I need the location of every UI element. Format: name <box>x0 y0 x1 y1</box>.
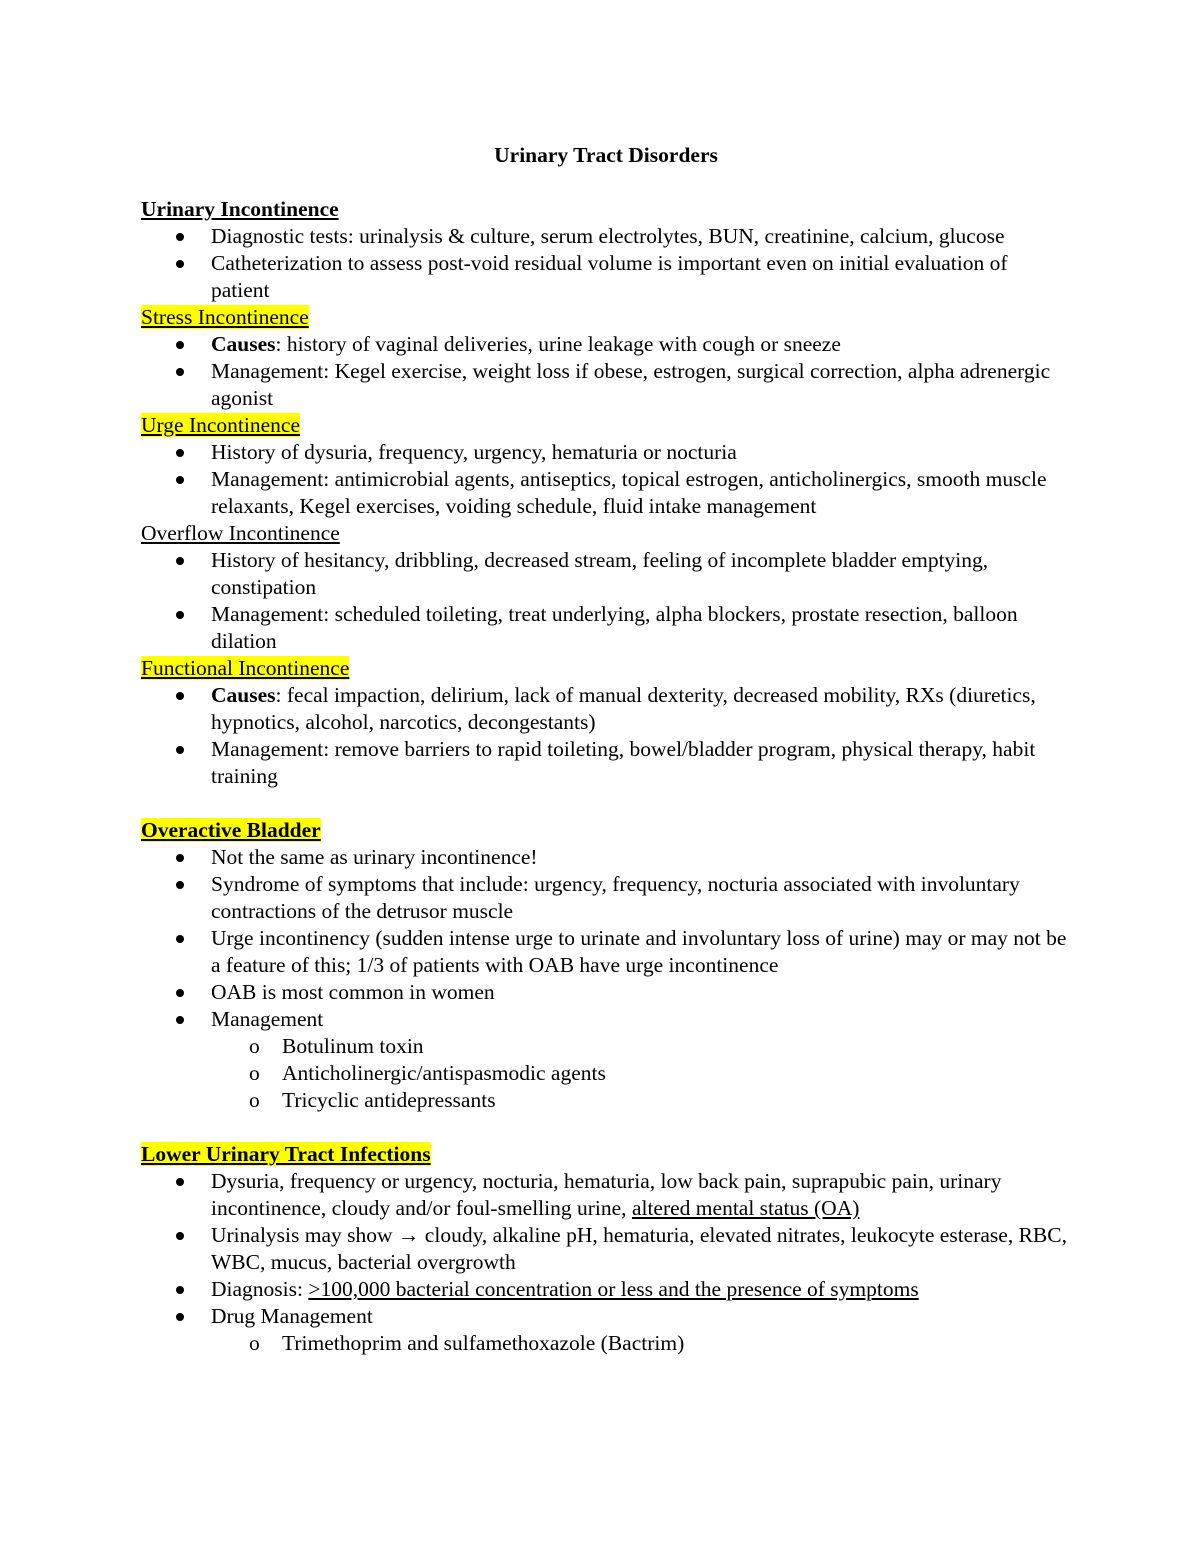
list-item <box>141 1222 1071 1276</box>
heading-stress-incontinence <box>141 304 1071 331</box>
causes-text: : history of vaginal deliveries, urine leakage with cough or sneeze <box>275 332 841 356</box>
list-item: Syndrome of symptoms that include: urgency, frequency, nocturia associated with involuntary contractions of the detrusor muscle <box>141 871 1071 925</box>
section-lower-uti <box>141 1141 1071 1357</box>
list-item: History of dysuria, frequency, urgency, hematuria or nocturia <box>141 439 1071 466</box>
sub-list <box>141 1330 1071 1357</box>
heading-overactive-bladder <box>141 817 1071 844</box>
list-item <box>141 1276 1071 1303</box>
list-item: History of hesitancy, dribbling, decreased stream, feeling of incomplete bladder emptying, constipation <box>141 547 1071 601</box>
causes-text: : fecal impaction, delirium, lack of manual dexterity, decreased mobility, RXs (diuretics, hypnotics, alcohol, narcotics, decongestants) <box>211 683 1036 734</box>
list-item <box>141 1168 1071 1222</box>
heading-lower-uti <box>141 1141 1071 1168</box>
list-item: Not the same as urinary incontinence! <box>141 844 1071 871</box>
causes-label: Causes <box>211 683 276 707</box>
underlined-text: altered mental status (OA) <box>631 1196 860 1220</box>
bullet-list <box>141 223 1071 304</box>
bullet-list <box>141 547 1071 655</box>
bullet-list <box>141 1168 1071 1330</box>
spacer <box>141 790 1071 817</box>
heading-overflow-incontinence: Overflow Incontinence <box>141 521 340 545</box>
sub-list <box>141 1033 1071 1114</box>
bullet-list <box>141 682 1071 790</box>
item-text: Dysuria, frequency or urgency, nocturia, hematuria, low back pain, suprapubic pain, urinary incontinence, cloudy and/or foul-smelling urine, <box>211 1169 1002 1220</box>
sub-list-item: o Tricyclic antidepressants <box>141 1087 1071 1114</box>
sub-list-item: o Anticholinergic/antispasmodic agents <box>141 1060 1071 1087</box>
highlight: Lower Urinary Tract Infections <box>141 1142 431 1166</box>
bullet-list <box>141 439 1071 520</box>
item-text: cloudy, alkaline pH, hematuria, elevated nitrates, leukocyte esterase, RBC, WBC, mucus, bacterial overgrowth <box>211 1223 1067 1274</box>
highlight: Stress Incontinence <box>141 305 309 329</box>
heading-urinary-incontinence: Urinary Incontinence <box>141 197 339 221</box>
list-item: Management: scheduled toileting, treat underlying, alpha blockers, prostate resection, balloon dilation <box>141 601 1071 655</box>
sub-list-item: o Trimethoprim and sulfamethoxazole (Bactrim) <box>141 1330 1071 1357</box>
sub-list-item: o Botulinum toxin <box>141 1033 1071 1060</box>
bullet-list <box>141 331 1071 412</box>
section-functional-incontinence <box>141 655 1071 790</box>
spacer <box>141 1114 1071 1141</box>
list-item <box>141 331 1071 358</box>
list-item: Catheterization to assess post-void residual volume is important even on initial evaluation of patient <box>141 250 1071 304</box>
highlight: Functional Incontinence <box>141 656 350 680</box>
highlight: Overactive Bladder <box>141 818 321 842</box>
heading-functional-incontinence <box>141 655 1071 682</box>
arrow-right-icon: → <box>397 1223 420 1247</box>
list-item: Management: Kegel exercise, weight loss if obese, estrogen, surgical correction, alpha adrenergic agonist <box>141 358 1071 412</box>
list-item: OAB is most common in women <box>141 979 1071 1006</box>
list-item: Drug Management <box>141 1303 1071 1330</box>
list-item: Diagnostic tests: urinalysis & culture, serum electrolytes, BUN, creatinine, calcium, glucose <box>141 223 1071 250</box>
list-item: Urge incontinency (sudden intense urge to urinate and involuntary loss of urine) may or may not be a feature of this; 1/3 of patients with OAB have urge incontinence <box>141 925 1071 979</box>
list-item <box>141 682 1071 736</box>
item-label: Diagnosis: <box>211 1277 309 1301</box>
section-overflow-incontinence <box>141 520 1071 655</box>
list-item: Management: remove barriers to rapid toileting, bowel/bladder program, physical therapy, habit training <box>141 736 1071 790</box>
section-overactive-bladder <box>141 817 1071 1114</box>
underlined-text: >100,000 bacterial concentration or less and the presence of symptoms <box>308 1277 919 1301</box>
section-urge-incontinence <box>141 412 1071 520</box>
document-page <box>141 140 1071 1357</box>
section-stress-incontinence <box>141 304 1071 412</box>
causes-label: Causes <box>211 332 276 356</box>
heading-urge-incontinence <box>141 412 1071 439</box>
list-item: Management: antimicrobial agents, antiseptics, topical estrogen, anticholinergics, smooth muscle relaxants, Kegel exercises, voiding schedule, fluid intake management <box>141 466 1071 520</box>
list-item: Management <box>141 1006 1071 1033</box>
highlight: Urge Incontinence <box>141 413 300 437</box>
bullet-list <box>141 844 1071 1033</box>
section-urinary-incontinence <box>141 196 1071 304</box>
page-title: Urinary Tract Disorders <box>494 143 718 167</box>
item-text: Urinalysis may show <box>211 1223 398 1247</box>
